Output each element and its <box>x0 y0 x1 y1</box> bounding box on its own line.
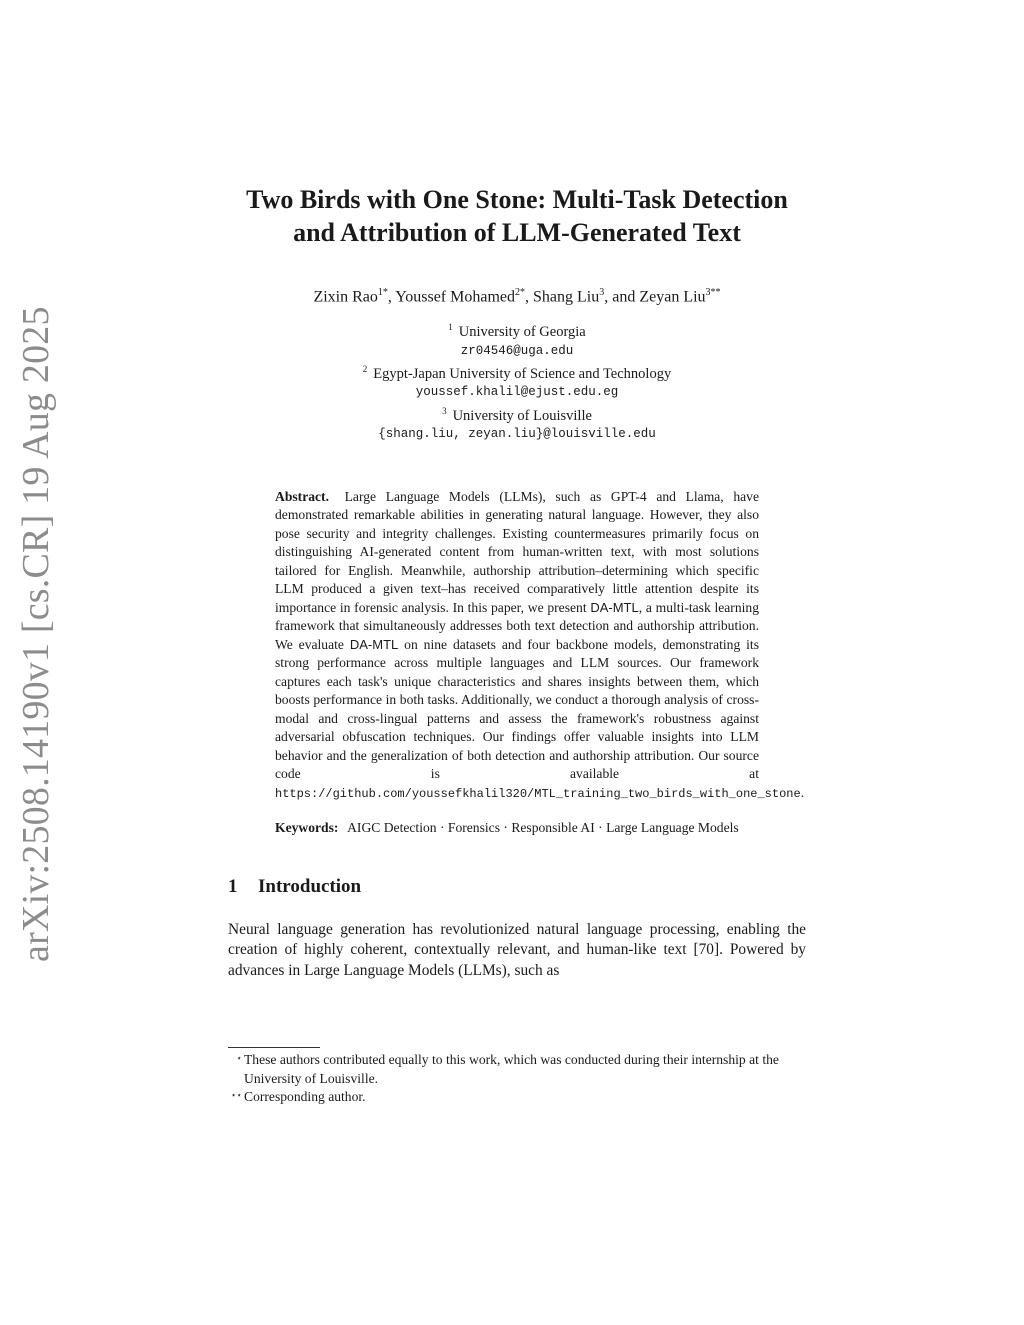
footnote-divider <box>228 1047 320 1048</box>
affiliation-name: University of Georgia <box>458 324 586 341</box>
keywords-block <box>275 819 759 838</box>
affiliation-number: 2 <box>362 364 368 375</box>
affiliation-name: University of Louisville <box>452 407 592 424</box>
footnote <box>228 1051 806 1088</box>
affiliation-name: Egypt-Japan University of Science and Technology <box>373 365 672 382</box>
affiliation-email[interactable]: {shang.liu, zeyan.liu}@louisville.edu <box>378 427 656 442</box>
author-separator: , and <box>604 288 640 306</box>
affiliation-email[interactable]: zr04546@uga.edu <box>460 343 574 358</box>
author-name: Zixin Rao <box>313 288 378 306</box>
introduction-paragraph: Neural language generation has revolutionized natural language processing, enabling the creation of highly coherent, contextually relevant, and human-like text [70]. Powered by advances in Large Language Models (LLMs), such as <box>228 920 806 979</box>
affiliation-number: 3 <box>442 405 447 416</box>
footnote-text: Corresponding author. <box>244 1089 366 1104</box>
author-name: Youssef Mohamed <box>395 288 516 306</box>
paper-title-line-1: Two Birds with One Stone: Multi-Task Detection <box>246 185 788 214</box>
abstract-label: Abstract. <box>275 488 329 504</box>
abstract-text-part-2: , a multi-task learning framework that simultaneously addresses both text detection and authorship attribution. We evaluate <box>275 599 760 652</box>
section-number: 1 <box>228 875 238 897</box>
author-separator: , <box>525 288 534 306</box>
author-affiliation-mark: 2* <box>515 287 526 298</box>
keywords-text: AIGC Detection · Forensics · Responsible AI · Large Language Models <box>347 820 739 836</box>
footnote-mark: ⋆ <box>236 1053 242 1063</box>
author-affiliation-mark: 3** <box>705 287 721 298</box>
affiliation-list <box>228 318 806 443</box>
author-name: Zeyan Liu <box>639 288 706 306</box>
section-heading <box>228 876 806 898</box>
author-affiliation-mark: 1* <box>377 287 388 298</box>
framework-name: DA-MTL <box>349 636 399 652</box>
paper-first-page <box>228 183 806 981</box>
section-title: Introduction <box>258 875 362 897</box>
abstract-text-part-1: Large Language Models (LLMs), such as GPT-4 and Llama, have demonstrated remarkable abilities in generating natural language. However, they also pose security and integrity challenges. Existing countermeasures primarily focus on distinguishing AI-generated content from human-written text, with most solutions tailored for English. Meanwhile, authorship attribution–determining which specific LLM produced a given text–has received comparatively little attention despite its importance in forensic analysis. In this paper, we present <box>275 488 759 615</box>
footnote-text: These authors contributed equally to this work, which was conducted during their internship at the University of Louisville. <box>244 1052 779 1086</box>
keywords-label: Keywords: <box>275 820 339 836</box>
abstract-text-part-3: on nine datasets and four backbone models, demonstrating its strong performance across multiple languages and LLM sources. Our framework captures each task's unique characteristics and shares insights between them, which boosts performance in both tasks. Additionally, we conduct a thorough analysis of cross-modal and cross-lingual patterns and assess the framework's robustness against adversarial obfuscation techniques. Our findings offer valuable insights into LLM behavior and the generalization of both detection and authorship attribution. Our source code is available at <box>275 636 759 782</box>
framework-name: DA-MTL <box>590 599 639 615</box>
author-list <box>228 287 806 306</box>
abstract-end: . <box>800 784 805 800</box>
affiliation-entry <box>228 360 806 383</box>
arxiv-identifier-stamp: arXiv:2508.14190v1 [cs.CR] 19 Aug 2025 <box>15 306 57 962</box>
affiliation-email[interactable]: youssef.khalil@ejust.edu.eg <box>415 385 619 400</box>
source-code-link[interactable]: https://github.com/youssefkhalil320/MTL_training_two_birds_with_one_stone <box>275 786 801 801</box>
author-affiliation-mark: 3 <box>599 287 605 298</box>
affiliation-entry <box>228 318 806 341</box>
affiliation-number: 1 <box>448 322 453 333</box>
footnote <box>228 1088 806 1107</box>
footnote-mark: ⋆⋆ <box>230 1090 242 1100</box>
footnotes <box>228 1051 806 1107</box>
author-separator: , <box>387 288 396 306</box>
paper-title-line-2: and Attribution of LLM-Generated Text <box>293 218 741 247</box>
affiliation-entry <box>228 402 806 425</box>
paper-title <box>228 183 806 249</box>
abstract-block <box>275 488 805 804</box>
author-name: Shang Liu <box>533 288 600 306</box>
